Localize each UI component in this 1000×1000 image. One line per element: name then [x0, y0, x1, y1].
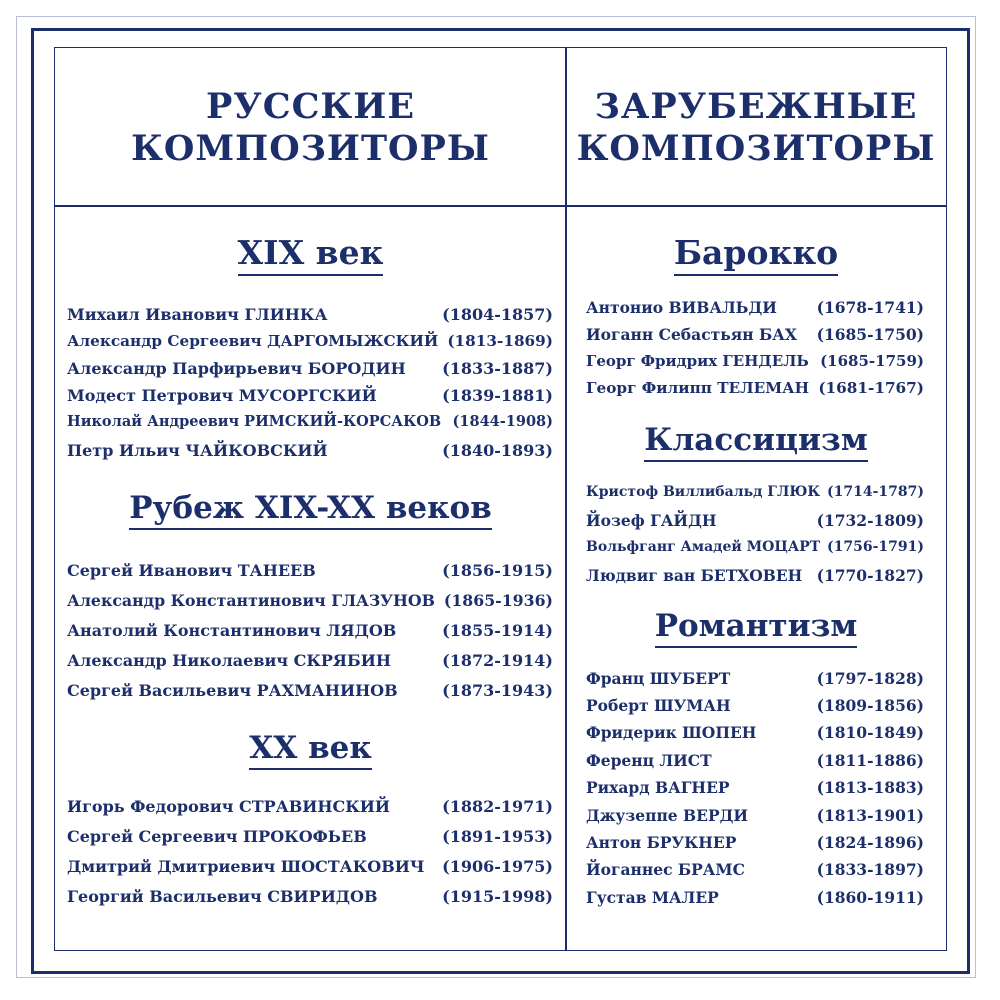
- section-title-turn-of-century: Рубеж XIX-XX веков: [56, 488, 565, 528]
- composer-years: (1770-1827): [816, 566, 924, 585]
- composer-years: (1797-1828): [816, 669, 924, 688]
- heading-line: ЗАРУБЕЖНЫЕ: [594, 86, 918, 127]
- section-title-romanticism: Романтизм: [567, 606, 945, 646]
- composer-name: Николай Андреевич РИМСКИЙ-КОРСАКОВ: [67, 413, 442, 430]
- composer-name: Анатолий Константинович ЛЯДОВ: [67, 621, 397, 640]
- composer-name: Густав МАЛЕР: [586, 888, 719, 907]
- composer-row: [67, 651, 553, 675]
- composer-years: (1756-1791): [827, 539, 924, 555]
- composer-name: Людвиг ван БЕТХОВЕН: [586, 566, 803, 585]
- composer-row: [586, 352, 924, 376]
- composer-row: [586, 298, 924, 322]
- composer-years: (1813-1901): [816, 806, 924, 825]
- composer-name: Рихард ВАГНЕР: [586, 778, 730, 797]
- composer-row: [586, 751, 924, 775]
- composer-years: (1860-1911): [816, 888, 924, 907]
- composer-row: [67, 591, 553, 615]
- composer-years: (1678-1741): [816, 298, 924, 317]
- composer-years: (1882-1971): [442, 797, 553, 816]
- composer-row: [586, 379, 924, 403]
- composer-years: (1804-1857): [442, 305, 553, 324]
- heading-line: КОМПОЗИТОРЫ: [131, 128, 490, 169]
- composer-years: (1685-1750): [816, 325, 924, 344]
- composer-name: Сергей Васильевич РАХМАНИНОВ: [67, 681, 398, 700]
- composer-name: Александр Сергеевич ДАРГОМЫЖСКИЙ: [67, 332, 439, 350]
- composer-name: Вольфганг Амадей МОЦАРТ: [586, 539, 821, 555]
- composer-row: [67, 857, 553, 881]
- composer-row: [67, 386, 553, 410]
- composer-name: Александр Николаевич СКРЯБИН: [67, 651, 391, 670]
- composer-row: [586, 325, 924, 349]
- composer-years: (1833-1887): [442, 359, 553, 378]
- composer-name: Иоганн Себастьян БАХ: [586, 325, 797, 344]
- composer-row: [586, 511, 924, 535]
- composer-name: Сергей Сергеевич ПРОКОФЬЕВ: [67, 827, 367, 846]
- section-title-baroque: Барокко: [567, 232, 945, 274]
- column-divider: [565, 47, 567, 951]
- composer-row: [586, 539, 924, 563]
- composer-name: Георг Филипп ТЕЛЕМАН: [586, 379, 809, 397]
- composer-years: (1714-1787): [827, 484, 924, 500]
- composer-name: Антон БРУКНЕР: [586, 833, 737, 852]
- composer-name: Сергей Иванович ТАНЕЕВ: [67, 561, 316, 580]
- foreign-composers-heading: [567, 86, 945, 176]
- composer-years: (1824-1896): [816, 833, 924, 852]
- composer-name: Георг Фридрих ГЕНДЕЛЬ: [586, 352, 809, 370]
- composer-name: Джузеппе ВЕРДИ: [586, 806, 749, 825]
- composer-name: Роберт ШУМАН: [586, 696, 731, 715]
- russian-composers-heading: [56, 86, 565, 176]
- header-divider: [54, 205, 947, 207]
- composer-name: Дмитрий Дмитриевич ШОСТАКОВИЧ: [67, 857, 425, 876]
- composer-years: (1810-1849): [816, 723, 924, 742]
- composer-name: Георгий Васильевич СВИРИДОВ: [67, 887, 378, 906]
- composer-years: (1732-1809): [816, 511, 924, 530]
- composer-years: (1811-1886): [816, 751, 924, 770]
- composer-years: (1872-1914): [442, 651, 553, 670]
- composer-name: Йозеф ГАЙДН: [586, 511, 717, 530]
- composer-row: [67, 887, 553, 911]
- composer-row: [67, 621, 553, 645]
- composer-row: [586, 778, 924, 802]
- section-title-19th-century: XIX век: [56, 232, 565, 274]
- composer-row: [67, 827, 553, 851]
- composer-row: [67, 413, 553, 437]
- composer-row: [586, 833, 924, 857]
- composer-years: (1856-1915): [442, 561, 553, 580]
- composer-row: [586, 723, 924, 747]
- composer-name: Ференц ЛИСТ: [586, 751, 712, 770]
- composer-name: Йоганнес БРАМС: [586, 860, 745, 879]
- heading-line: РУССКИЕ: [205, 86, 416, 127]
- composer-name: Александр Константинович ГЛАЗУНОВ: [67, 591, 435, 610]
- composer-name: Фридерик ШОПЕН: [586, 723, 757, 742]
- composer-years: (1813-1869): [447, 332, 553, 350]
- composer-years: (1685-1759): [820, 352, 924, 370]
- section-title-classicism: Классицизм: [567, 420, 945, 460]
- heading-line: КОМПОЗИТОРЫ: [576, 128, 936, 169]
- composer-row: [586, 669, 924, 693]
- composer-years: (1865-1936): [443, 591, 553, 610]
- composer-name: Петр Ильич ЧАЙКОВСКИЙ: [67, 441, 328, 460]
- composer-row: [67, 797, 553, 821]
- composer-name: Модест Петрович МУСОРГСКИЙ: [67, 386, 377, 405]
- composer-row: [67, 441, 553, 465]
- composer-row: [67, 332, 553, 356]
- composer-years: (1844-1908): [452, 413, 553, 430]
- composer-years: (1891-1953): [442, 827, 553, 846]
- composer-row: [586, 566, 924, 590]
- composer-years: (1833-1897): [816, 860, 924, 879]
- composer-row: [67, 681, 553, 705]
- composer-years: (1915-1998): [442, 887, 553, 906]
- composer-name: Антонио ВИВАЛЬДИ: [586, 298, 777, 317]
- composer-row: [67, 359, 553, 383]
- composer-row: [586, 888, 924, 912]
- composer-years: (1813-1883): [816, 778, 924, 797]
- composer-name: Михаил Иванович ГЛИНКА: [67, 305, 328, 324]
- composer-years: (1906-1975): [442, 857, 553, 876]
- composer-years: (1839-1881): [442, 386, 553, 405]
- composer-row: [67, 305, 553, 329]
- composer-name: Кристоф Виллибальд ГЛЮК: [586, 484, 821, 500]
- composer-row: [586, 806, 924, 830]
- composer-years: (1681-1767): [818, 379, 924, 397]
- composer-row: [67, 561, 553, 585]
- composer-name: Игорь Федорович СТРАВИНСКИЙ: [67, 797, 391, 816]
- composer-name: Франц ШУБЕРТ: [586, 669, 731, 688]
- composer-row: [586, 860, 924, 884]
- composer-years: (1873-1943): [442, 681, 553, 700]
- composer-years: (1840-1893): [442, 441, 553, 460]
- composer-row: [586, 484, 924, 508]
- composer-years: (1855-1914): [442, 621, 553, 640]
- section-title-20th-century: XX век: [56, 728, 565, 768]
- composer-years: (1809-1856): [816, 696, 924, 715]
- composer-name: Александр Парфирьевич БОРОДИН: [67, 359, 406, 378]
- composer-row: [586, 696, 924, 720]
